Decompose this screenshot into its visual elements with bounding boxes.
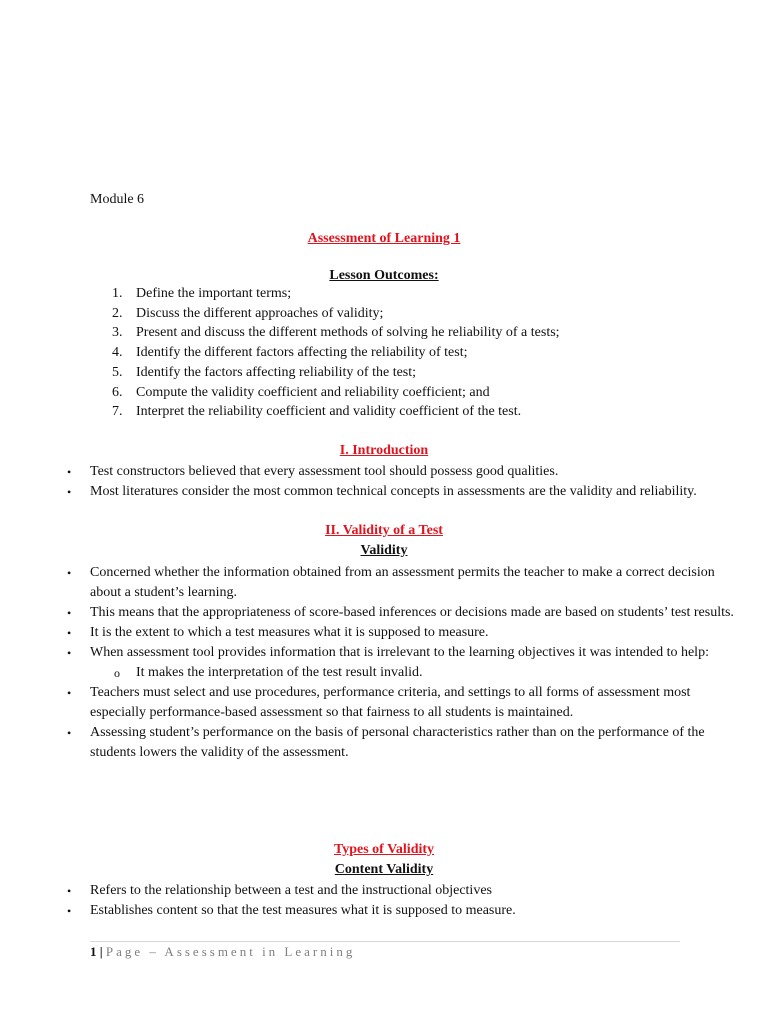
list-item: • It is the extent to which a test measures what it is supposed to measure.	[62, 623, 742, 643]
list-item: • Teachers must select and use procedures, performance criteria, and settings to all forms of assessment most especially performance-based assessment so that fairness to all students is maintained.	[67, 685, 691, 720]
bullet-icon: •	[67, 884, 72, 898]
circle-bullet-icon: o	[114, 666, 120, 680]
bullet-icon: •	[67, 566, 72, 580]
lesson-outcomes-heading: Lesson Outcomes:	[329, 268, 439, 283]
outcome-item: 7. Interpret the reliability coefficient and validity coefficient of the test.	[112, 404, 522, 420]
bullet-icon: •	[67, 626, 72, 640]
bullet-icon: •	[67, 726, 72, 740]
sub-list-item: o It makes the interpretation of the test result invalid.	[62, 663, 742, 683]
content-validity-list	[62, 881, 742, 921]
bullet-icon: •	[67, 646, 72, 660]
introduction-heading: I. Introduction	[339, 443, 429, 458]
outcome-item: 1. Define the important terms;	[112, 286, 292, 301]
bullet-icon: •	[67, 465, 72, 479]
page-footer	[90, 944, 355, 960]
types-of-validity-heading: Types of Validity	[333, 842, 435, 857]
outcome-item: 2. Discuss the different approaches of validity;	[112, 305, 384, 321]
list-item: • Refers to the relationship between a test and the instructional objectives	[62, 881, 742, 901]
list-item: • When assessment tool provides information that is irrelevant to the learning objectives it was intended to help:	[62, 643, 742, 663]
validity-section-heading: II. Validity of a Test	[325, 523, 443, 538]
list-item: • Most literatures consider the most common technical concepts in assessments are the validity and reliability.	[62, 482, 742, 502]
footer-separator: |	[99, 944, 103, 959]
list-item: • Concerned whether the information obtained from an assessment permits the teacher to make a correct decision about a student’s learning.	[67, 565, 715, 600]
outcome-item: 3. Present and discuss the different methods of solving he reliability of a tests;	[112, 325, 560, 341]
content-validity-subheading: Content Validity	[334, 862, 434, 877]
bullet-icon: •	[67, 606, 72, 620]
bullet-icon: •	[67, 904, 72, 918]
outcome-item: 6. Compute the validity coefficient and reliability coefficient; and	[112, 384, 490, 400]
bullet-icon: •	[67, 686, 72, 700]
list-item: • Establishes content so that the test measures what it is supposed to measure.	[62, 901, 742, 921]
document-title: Assessment of Learning 1	[307, 231, 461, 246]
list-item: • This means that the appropriateness of score-based inferences or decisions made are based on students’ test results.	[62, 603, 742, 623]
list-item: • Test constructors believed that every assessment tool should possess good qualities.	[62, 462, 742, 482]
list-item: • Assessing student’s performance on the basis of personal characteristics rather than on the performance of the students lowers the validity of the assessment.	[67, 725, 705, 760]
page-number: 1	[90, 944, 97, 959]
validity-list	[62, 563, 742, 763]
lesson-outcomes-list	[110, 284, 560, 422]
outcome-item: 5. Identify the factors affecting reliability of the test;	[112, 364, 417, 380]
outcome-item: 4. Identify the different factors affecting the reliability of test;	[112, 345, 468, 361]
footer-divider	[90, 941, 680, 942]
introduction-list	[62, 462, 742, 502]
validity-subheading: Validity	[360, 543, 408, 558]
bullet-icon: •	[67, 485, 72, 499]
module-label: Module 6	[90, 192, 145, 207]
footer-text: Page – Assessment in Learning	[105, 944, 356, 959]
